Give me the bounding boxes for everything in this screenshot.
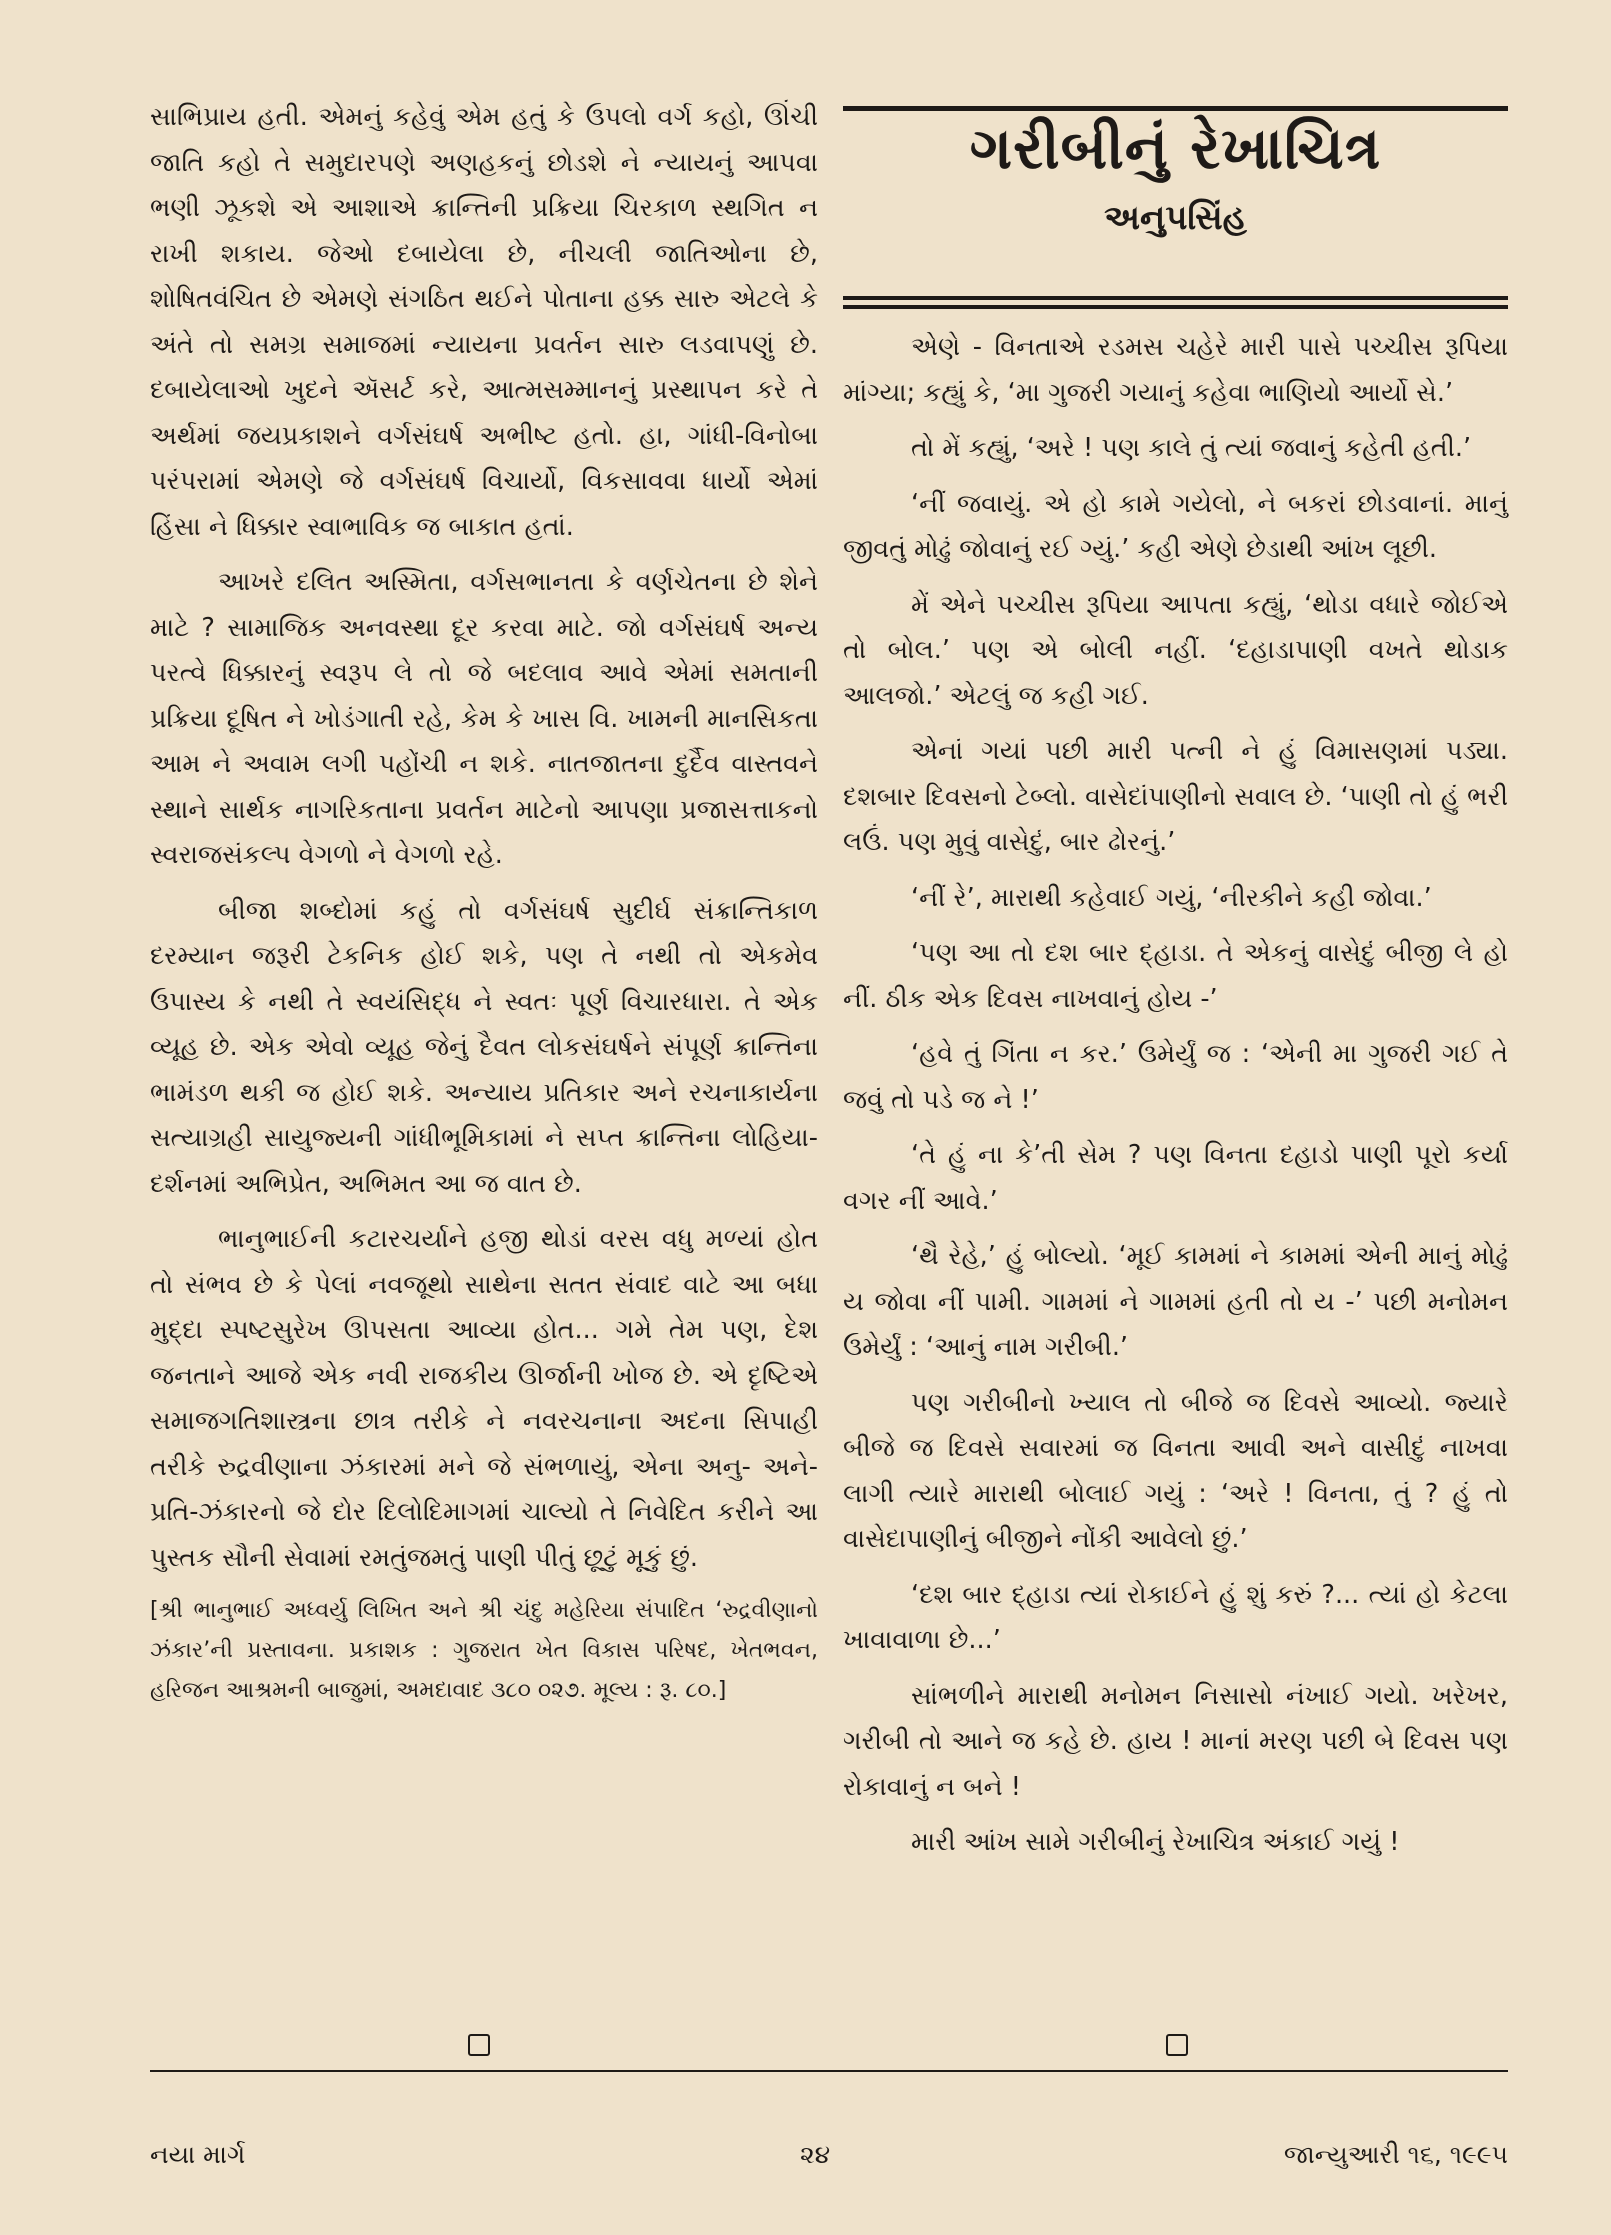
citation: [શ્રી ભાનુભાઈ અધ્વર્યુ લિખિત અને શ્રી ચંદુ મહેરિયા સંપાદિત ‘રુદ્રવીણાનો ઝંકાર’ની પ્રસ્તાવના. પ્રકાશક : ગુજરાત ખેત વિકાસ પરિષદ, ખેતભવન, હરિજન આશ્રમની બાજુમાં, અમદાવાદ ૩૮૦ ૦૨૭. મૂલ્ય : રૂ. ૮૦.]: [150, 1598, 818, 1703]
article-paragraph-7: ‘પણ આ તો દશ બાર દ્હાડા. તે એકનું વાસેદું બીજી લે હો નીં. ઠીક એક દિવસ નાખવાનું હોય -’: [843, 938, 1508, 1014]
footer-page-number: ૨૪: [800, 2140, 831, 2169]
article-paragraph-4: મેં એને પચ્ચીસ રૂપિયા આપતા કહ્યું, ‘થોડા વધારે જોઈએ તો બોલ.’ પણ એ બોલી નહીં. ‘દહાડાપાણી વખતે થોડાક આલજો.’ એટલું જ કહી ગઈ.: [843, 589, 1508, 711]
article-paragraph-14: મારી આંખ સામે ગરીબીનું રેખાચિત્ર અંકાઈ ગયું !: [911, 1827, 1400, 1857]
left-paragraph-4: ભાનુભાઈની કટારચર્યાને હજી થોડાં વરસ વધુ મળ્યાં હોત તો સંભવ છે કે પેલાં નવજૂથો સાથેના સતત સંવાદ વાટે આ બધા મુદ્દા સ્પષ્ટસુરેખ ઊપસતા આવ્યા હોત... ગમે તેમ પણ, દેશ જનતાને આજે એક નવી રાજકીય ઊર્જાની ખોજ છે. એ દૃષ્ટિએ સમાજગતિશાસ્ત્રના છાત્ર તરીકે ને નવરચનાના અદના સિપાહી તરીકે રુદ્રવીણાના ઝંકારમાં મને જે સંભળાયું, એના અનુ- અને-પ્રતિ-ઝંકારનો જે દોર દિલોદિમાગમાં ચાલ્યો તે નિવેદિત કરીને આ પુસ્તક સૌની સેવામાં રમતુંજમતું પાણી પીતું છૂટું મૂકું છું.: [150, 1224, 818, 1573]
footer-rule: [150, 2070, 1508, 2072]
article-paragraph-8: ‘હવે તું ગિંતા ન કર.’ ઉમેર્યું જ : ‘એની મા ગુજરી ગઈ તે જવું તો પડે જ ને !’: [843, 1039, 1508, 1115]
left-column: [150, 95, 818, 1721]
article-paragraph-6: ‘નીં રે’, મારાથી કહેવાઈ ગયું, ‘નીરકીને કહી જોવા.’: [911, 882, 1432, 913]
left-paragraph-1: સાભિપ્રાય હતી. એમનું કહેવું એમ હતું કે ઉપલો વર્ગ કહો, ઊંચી જાતિ કહો તે સમુદારપણે અણહકનું છોડશે ને ન્યાયનું આપવા ભણી ઝૂકશે એ આશાએ ક્રાન્તિની પ્રક્રિયા ચિરકાળ સ્થગિત ન રાખી શકાય. જેઓ દબાયેલા છે, નીચલી જાતિઓના છે, શોષિતવંચિત છે એમણે સંગઠિત થઈને પોતાના હક્ક સારુ એટલે કે અંતે તો સમગ્ર સમાજમાં ન્યાયના પ્રવર્તન સારુ લડવાપણું છે. દબાયેલાઓ ખુદને ઍસર્ટ કરે, આત્મસમ્માનનું પ્રસ્થાપન કરે તે અર્થમાં જયપ્રકાશને વર્ગસંઘર્ષ અભીષ્ટ હતો. હા, ગાંધી-વિનોબા પરંપરામાં એમણે જે વર્ગસંઘર્ષ વિચાર્યો, વિકસાવવા ધાર્યો એમાં હિંસા ને ધિક્કાર સ્વાભાવિક જ બાકાત હતાં.: [150, 102, 818, 542]
article-paragraph-11: પણ ગરીબીનો ખ્યાલ તો બીજે જ દિવસે આવ્યો. જ્યારે બીજે જ દિવસે સવારમાં જ વિનતા આવી અને વાસીદું નાખવા લાગી ત્યારે મારાથી બોલાઈ ગયું : ‘અરે ! વિનતા, તું ? હું તો વાસેદાપાણીનું બીજીને નોંકી આવેલો છું.’: [843, 1387, 1508, 1554]
left-paragraph-2: આખરે દલિત અસ્મિતા, વર્ગસભાનતા કે વર્ણચેતના છે શેને માટે ? સામાજિક અનવસ્થા દૂર કરવા માટે. જો વર્ગસંઘર્ષ અન્ય પરત્વે ધિક્કારનું સ્વરૂપ લે તો જે બદલાવ આવે એમાં સમતાની પ્રક્રિયા દૂષિત ને ખોડંગાતી રહે, કેમ કે ખાસ વિ. ખામની માનસિકતા આમ ને અવામ લગી પહોંચી ન શકે. નાતજાતના દુર્દૈવ વાસ્તવને સ્થાને સાર્થક નાગરિકતાના પ્રવર્તન માટેનો આપણા પ્રજાસત્તાકનો સ્વરાજસંકલ્પ વેગળો ને વેગળો રહે.: [150, 567, 818, 870]
title-bottom-rule-1: [843, 296, 1508, 300]
article-paragraph-1: એણે - વિનતાએ રડમસ ચહેરે મારી પાસે પચ્ચીસ રૂપિયા માંગ્યા; કહ્યું કે, ‘મા ગુજરી ગયાનું કહેવા ભાણિયો આર્યો સે.’: [843, 332, 1508, 408]
footer-date: જાન્યુઆરી ૧૬, ૧૯૯૫: [1283, 2140, 1508, 2169]
article-title: ગરીબીનું રેખાચિત્ર: [969, 114, 1382, 182]
footer-publication: નયા માર્ગ: [150, 2140, 246, 2169]
article-paragraph-3: ‘નીં જવાયું. એ હો કામે ગયેલો, ને બકરાં છોડવાનાં. માનું જીવતું મોઢું જોવાનું રઈ ગ્યું.’ કહી એણે છેડાથી આંખ લૂછી.: [843, 488, 1508, 564]
right-column: [843, 325, 1508, 1876]
article-paragraph-9: ‘તે હું ના કે’તી સેમ ? પણ વિનતા દહાડો પાણી પૂરો કર્યા વગર નીં આવે.’: [843, 1140, 1508, 1216]
article-paragraph-13: સાંભળીને મારાથી મનોમન નિસાસો નંખાઈ ગયો. ખરેખર, ગરીબી તો આને જ કહે છે. હાય ! માનાં મરણ પછી બે દિવસ પણ રોકાવાનું ન બને !: [843, 1680, 1508, 1802]
right-end-mark-icon: [1166, 2034, 1188, 2056]
title-bottom-rule-2: [843, 305, 1508, 309]
article-author: અનુપસિંહ: [1104, 198, 1247, 238]
article-header: [843, 108, 1508, 242]
article-paragraph-10: ‘થૈ રેહે,’ હું બોલ્યો. ‘મૂઈ કામમાં ને કામમાં એની માનું મોઢું ય જોવા નીં પામી. ગામમાં ને ગામમાં હતી તો ય -’ પછી મનોમન ઉમેર્યું : ‘આનું નામ ગરીબી.’: [843, 1241, 1508, 1362]
article-paragraph-2: તો મેં કહ્યું, ‘અરે ! પણ કાલે તું ત્યાં જવાનું કહેતી હતી.’: [911, 433, 1472, 463]
left-end-mark-icon: [468, 2034, 490, 2056]
article-paragraph-12: ‘દશ બાર દ્હાડા ત્યાં રોકાઈને હું શું કરું ?... ત્યાં હો કેટલા ખાવાવાળા છે...’: [843, 1579, 1508, 1655]
article-paragraph-5: એનાં ગયાં પછી મારી પત્ની ને હું વિમાસણમાં પડ્યા. દશબાર દિવસનો ટેબ્લો. વાસેદાંપાણીનો સવાલ છે. ‘પાણી તો હું ભરી લઉં. પણ મુવું વાસેદું, બાર ઢોરનું.’: [843, 736, 1508, 857]
left-paragraph-3: બીજા શબ્દોમાં કહું તો વર્ગસંઘર્ષ સુદીર્ઘ સંક્રાન્તિકાળ દરમ્યાન જરૂરી ટેકનિક હોઈ શકે, પણ તે નથી તો એકમેવ ઉપાસ્ય કે નથી તે સ્વયંસિદ્ધ ને સ્વતઃ પૂર્ણ વિચારધારા. તે એક વ્યૂહ છે. એક એવો વ્યૂહ જેનું દૈવત લોકસંઘર્ષને સંપૂર્ણ ક્રાન્તિના ભામંડળ થકી જ હોઈ શકે. અન્યાય પ્રતિકાર અને રચનાકાર્યના સત્યાગ્રહી સાયુજ્યની ગાંધીભૂમિકામાં ને સપ્ત ક્રાન્તિના લોહિયા-દર્શનમાં અભિપ્રેત, અભિમત આ જ વાત છે.: [150, 895, 818, 1199]
